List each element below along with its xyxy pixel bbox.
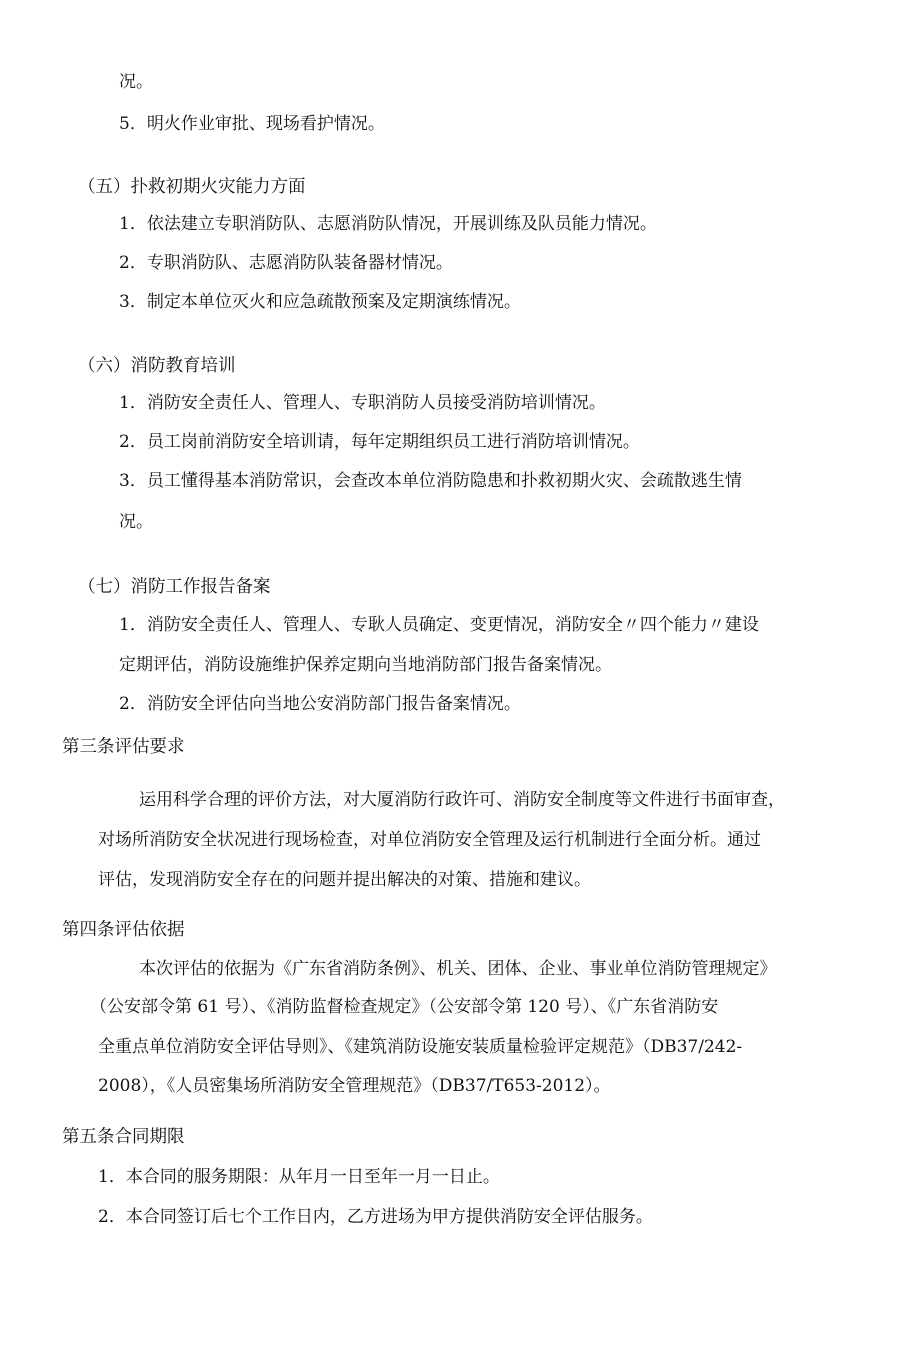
article4-heading: 第四条评估依据 — [62, 920, 185, 940]
article4-line-1: 本次评估的依据为《广东省消防条例》、机关、团体、企业、事业单位消防管理规定》 — [139, 959, 777, 979]
article3-line-3: 评估，发现消防安全存在的问题并提出解决的对策、措施和建议。 — [98, 870, 591, 890]
sec7-item-1: 1．消防安全责任人、管理人、专耿人员确定、变更情况，消防安全〃四个能力〃建设 — [119, 615, 759, 635]
sec7-item-2: 2．消防安全评估向当地公安消防部门报告备案情况。 — [119, 694, 521, 714]
sec4-wrap-line: 况。 — [119, 72, 153, 92]
article3-heading: 第三条评估要求 — [62, 737, 185, 757]
sec6-heading: （六）消防教育培训 — [78, 356, 236, 376]
article4-line-2: （公安部令第 61 号）、《消防监督检查规定》（公安部令第 120 号）、《广东省消防安 — [90, 997, 719, 1017]
article5-item-2: 2．本合同签订后七个工作日内，乙方进场为甲方提供消防安全评估服务。 — [98, 1207, 653, 1227]
article4-line-4: 2008），《人员密集场所消防安全管理规范》（DB37/T653-2012）。 — [98, 1076, 611, 1096]
sec5-item-3: 3．制定本单位灭火和应急疏散预案及定期演练情况。 — [119, 292, 521, 312]
sec4-item-5: 5．明火作业审批、现场看护情况。 — [119, 114, 385, 134]
article4-line-3: 全重点单位消防安全评估导则》、《建筑消防设施安装质量检验评定规范》（DB37/242- — [98, 1037, 743, 1057]
sec6-item-3: 3．员工懂得基本消防常识，会查改本单位消防隐患和扑救初期火灾、会疏散逃生情 — [119, 471, 742, 491]
sec5-item-2: 2．专职消防队、志愿消防队装备器材情况。 — [119, 253, 453, 273]
sec6-item-1: 1．消防安全责任人、管理人、专职消防人员接受消防培训情况。 — [119, 393, 606, 413]
article5-heading: 第五条合同期限 — [62, 1127, 185, 1147]
article5-item-1: 1．本合同的服务期限：从年月一日至年一月一日止。 — [98, 1167, 500, 1187]
sec5-item-1: 1．依法建立专职消防队、志愿消防队情况，开展训练及队员能力情况。 — [119, 214, 657, 234]
sec6-item-3-wrap: 况。 — [119, 512, 153, 532]
article3-line-1: 运用科学合理的评价方法，对大厦消防行政许可、消防安全制度等文件进行书面审查， — [139, 790, 785, 810]
article3-line-2: 对场所消防安全状况进行现场检查，对单位消防安全管理及运行机制进行全面分析。通过 — [98, 830, 761, 850]
sec7-item-1-wrap: 定期评估，消防设施维护保养定期向当地消防部门报告备案情况。 — [119, 655, 612, 675]
sec6-item-2: 2．员工岗前消防安全培训请，每年定期组织员工进行消防培训情况。 — [119, 432, 640, 452]
sec7-heading: （七）消防工作报告备案 — [78, 577, 271, 597]
sec5-heading: （五）扑救初期火灾能力方面 — [78, 177, 306, 197]
